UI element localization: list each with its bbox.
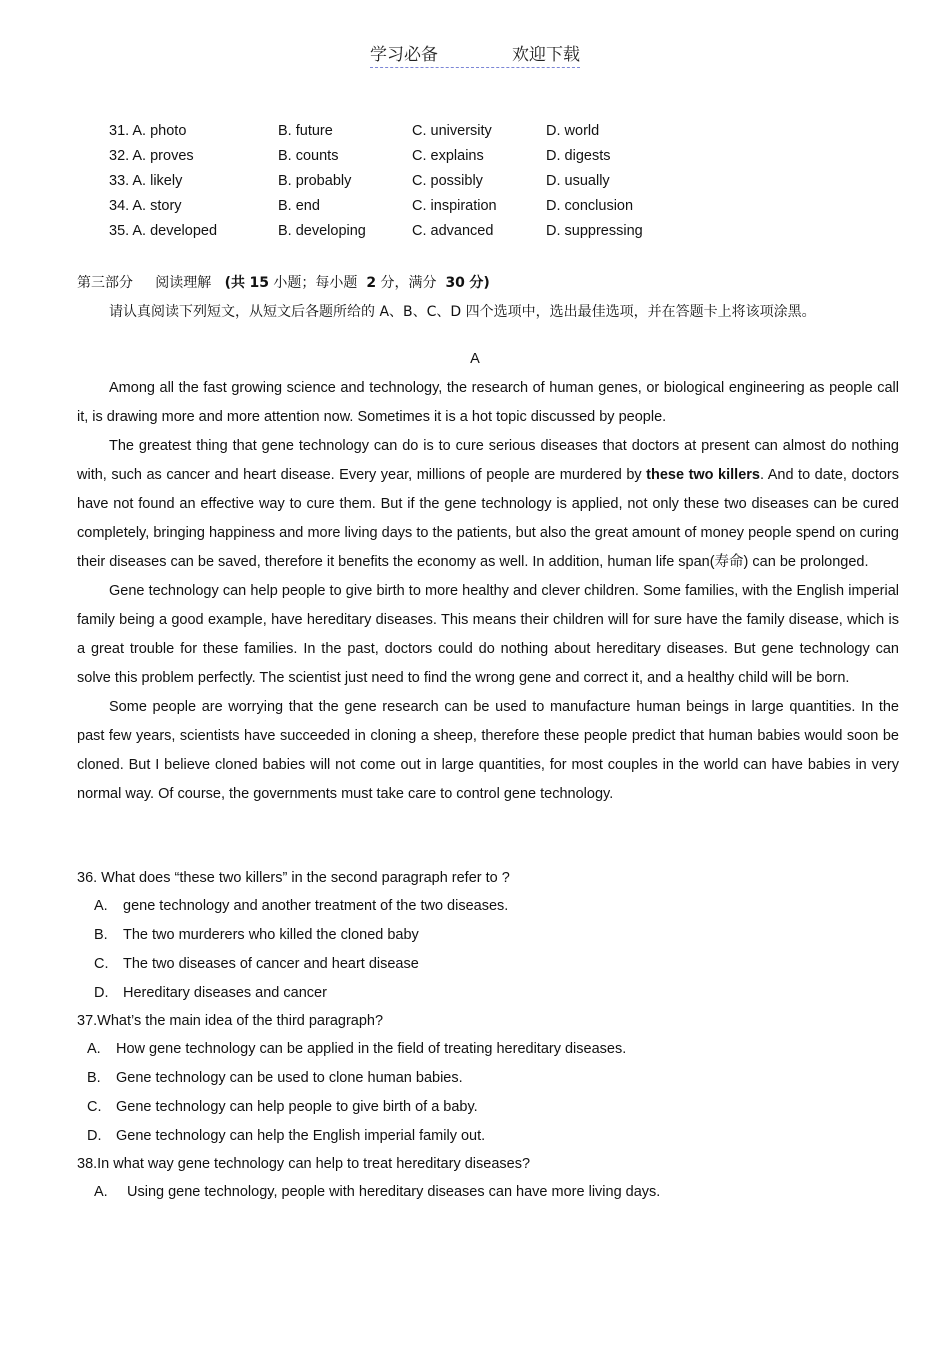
- choice-36-d: [77, 979, 899, 1008]
- option-cell: C. advanced: [412, 223, 494, 239]
- option-cell: C. inspiration: [412, 198, 497, 214]
- section-open: (共: [224, 275, 246, 291]
- option-cell: D. digests: [546, 148, 611, 164]
- paragraph-3: Gene technology can help people to give birth to more healthy and clever children. Some families, with the English imperial family being a good example, have hereditary diseases. This means their children will for sure have the family disease, which is a great trouble for these families. In the past, doctors could do nothing about hereditary diseases. But gene technology can solve this problem perfectly. The scientist just need to find the wrong gene and correct it, and a healthy child will be born.: [77, 583, 899, 686]
- choice-text: Gene technology can help people to give birth of a baby.: [116, 1099, 478, 1115]
- section-mid2: 分，满分: [380, 275, 437, 291]
- option-cell: 33. A. likely: [109, 173, 183, 189]
- choice-38-a: [77, 1178, 899, 1207]
- section-name: 阅读理解: [155, 275, 212, 291]
- question-37: 37.What’s the main idea of the third paragraph?: [77, 1013, 384, 1029]
- choice-text: Using gene technology, people with hereditary diseases can have more living days.: [127, 1184, 661, 1200]
- header-banner: [370, 40, 580, 68]
- choice-36-b: [77, 921, 899, 950]
- section-heading: [77, 272, 490, 292]
- choice-letter: D.: [87, 1128, 102, 1144]
- option-cell: D. world: [546, 123, 600, 139]
- option-cell: B. probably: [278, 173, 352, 189]
- choice-text: gene technology and another treatment of the two diseases.: [123, 898, 509, 914]
- section-points: 2: [366, 275, 377, 291]
- option-cell: B. future: [278, 123, 333, 139]
- paragraph-2: [77, 432, 899, 577]
- choice-text: Gene technology can help the English imperial family out.: [116, 1128, 486, 1144]
- page-header: [0, 40, 950, 68]
- option-cell: 32. A. proves: [109, 148, 194, 164]
- paragraph-2-text-b: . And to date, doctors have not found an effective way to cure them. But if the gene technology is applied, not only these two diseases can be cured completely, bringing happiness and more living days to the patients, but also the great amount of money people spend on curing their diseases can be saved, therefore it benefits the economy as well. In addition, human life span(寿命) can be prolonged.: [77, 467, 899, 570]
- header-left-text: 学习必备: [370, 45, 438, 65]
- paragraph-2-text-a: The greatest thing that gene technology can do is to cure serious diseases that doctors at present can almost do nothing with, such as cancer and heart disease. Every year, millions of people are murdered by: [77, 438, 899, 483]
- option-cell: B. developing: [278, 223, 366, 239]
- reading-passage: [77, 374, 899, 809]
- option-row-31: [109, 121, 686, 146]
- choice-text: The two diseases of cancer and heart disease: [123, 956, 419, 972]
- option-cell: B. counts: [278, 148, 339, 164]
- choice-text: How gene technology can be applied in the field of treating hereditary diseases.: [116, 1041, 627, 1057]
- choice-letter: A.: [94, 898, 108, 914]
- choice-letter: B.: [87, 1070, 101, 1086]
- choice-letter: A.: [87, 1041, 101, 1057]
- question-38: 38.In what way gene technology can help to treat hereditary diseases?: [77, 1156, 531, 1172]
- option-cell: C. explains: [412, 148, 484, 164]
- option-row-35: [109, 221, 686, 246]
- question-list: [77, 865, 899, 1207]
- option-cell: D. conclusion: [546, 198, 634, 214]
- paragraph-4: Some people are worrying that the gene research can be used to manufacture human beings in large quantities. In the past few years, scientists have succeeded in cloning a sheep, therefore these people predict that human babies would soon be cloned. But I believe cloned babies will not come out in large quantities, for most couples in the world can have babies in very normal way. Of course, the governments must take care to control gene technology.: [77, 699, 899, 802]
- section-total: 30: [445, 275, 465, 291]
- choice-text: Gene technology can be used to clone human babies.: [116, 1070, 463, 1086]
- choice-37-c: [77, 1093, 899, 1122]
- paragraph-1: Among all the fast growing science and technology, the research of human genes, or biological engineering as people call it, is drawing more and more attention now. Sometimes it is a hot topic discussed by people.: [77, 380, 899, 425]
- choice-37-d: [77, 1122, 899, 1151]
- option-row-33: [109, 171, 686, 196]
- section-close: 分): [469, 275, 490, 291]
- choice-letter: B.: [94, 927, 108, 943]
- choice-letter: D.: [94, 985, 109, 1001]
- option-cell: D. suppressing: [546, 223, 643, 239]
- option-cell: D. usually: [546, 173, 610, 189]
- passage-title: A: [470, 351, 480, 367]
- option-row-34: [109, 196, 686, 221]
- option-cell: 31. A. photo: [109, 123, 187, 139]
- option-cell: C. university: [412, 123, 492, 139]
- cloze-options: [109, 121, 686, 246]
- option-cell: B. end: [278, 198, 320, 214]
- choice-letter: C.: [87, 1099, 102, 1115]
- option-cell: 34. A. story: [109, 198, 182, 214]
- choice-text: The two murderers who killed the cloned baby: [123, 927, 419, 943]
- section-count: 15: [249, 275, 269, 291]
- question-36: 36. What does “these two killers” in the second paragraph refer to ?: [77, 870, 510, 886]
- header-right-text: 欢迎下载: [512, 45, 580, 65]
- choice-letter: C.: [94, 956, 109, 972]
- choice-36-c: [77, 950, 899, 979]
- option-cell: 35. A. developed: [109, 223, 218, 239]
- option-cell: C. possibly: [412, 173, 483, 189]
- choice-37-b: [77, 1064, 899, 1093]
- paragraph-2-bold: these two killers: [646, 467, 760, 483]
- section-mid: 小题；每小题: [273, 275, 358, 291]
- choice-37-a: [77, 1035, 899, 1064]
- section-part: 第三部分: [77, 275, 133, 291]
- choice-text: Hereditary diseases and cancer: [123, 985, 327, 1001]
- choice-36-a: [77, 892, 899, 921]
- section-instructions: 请认真阅读下列短文，从短文后各题所给的 A、B、C、D 四个选项中，选出最佳选项，并在答题卡上将该项涂黑。: [109, 304, 816, 320]
- choice-letter: A.: [94, 1184, 108, 1200]
- option-row-32: [109, 146, 686, 171]
